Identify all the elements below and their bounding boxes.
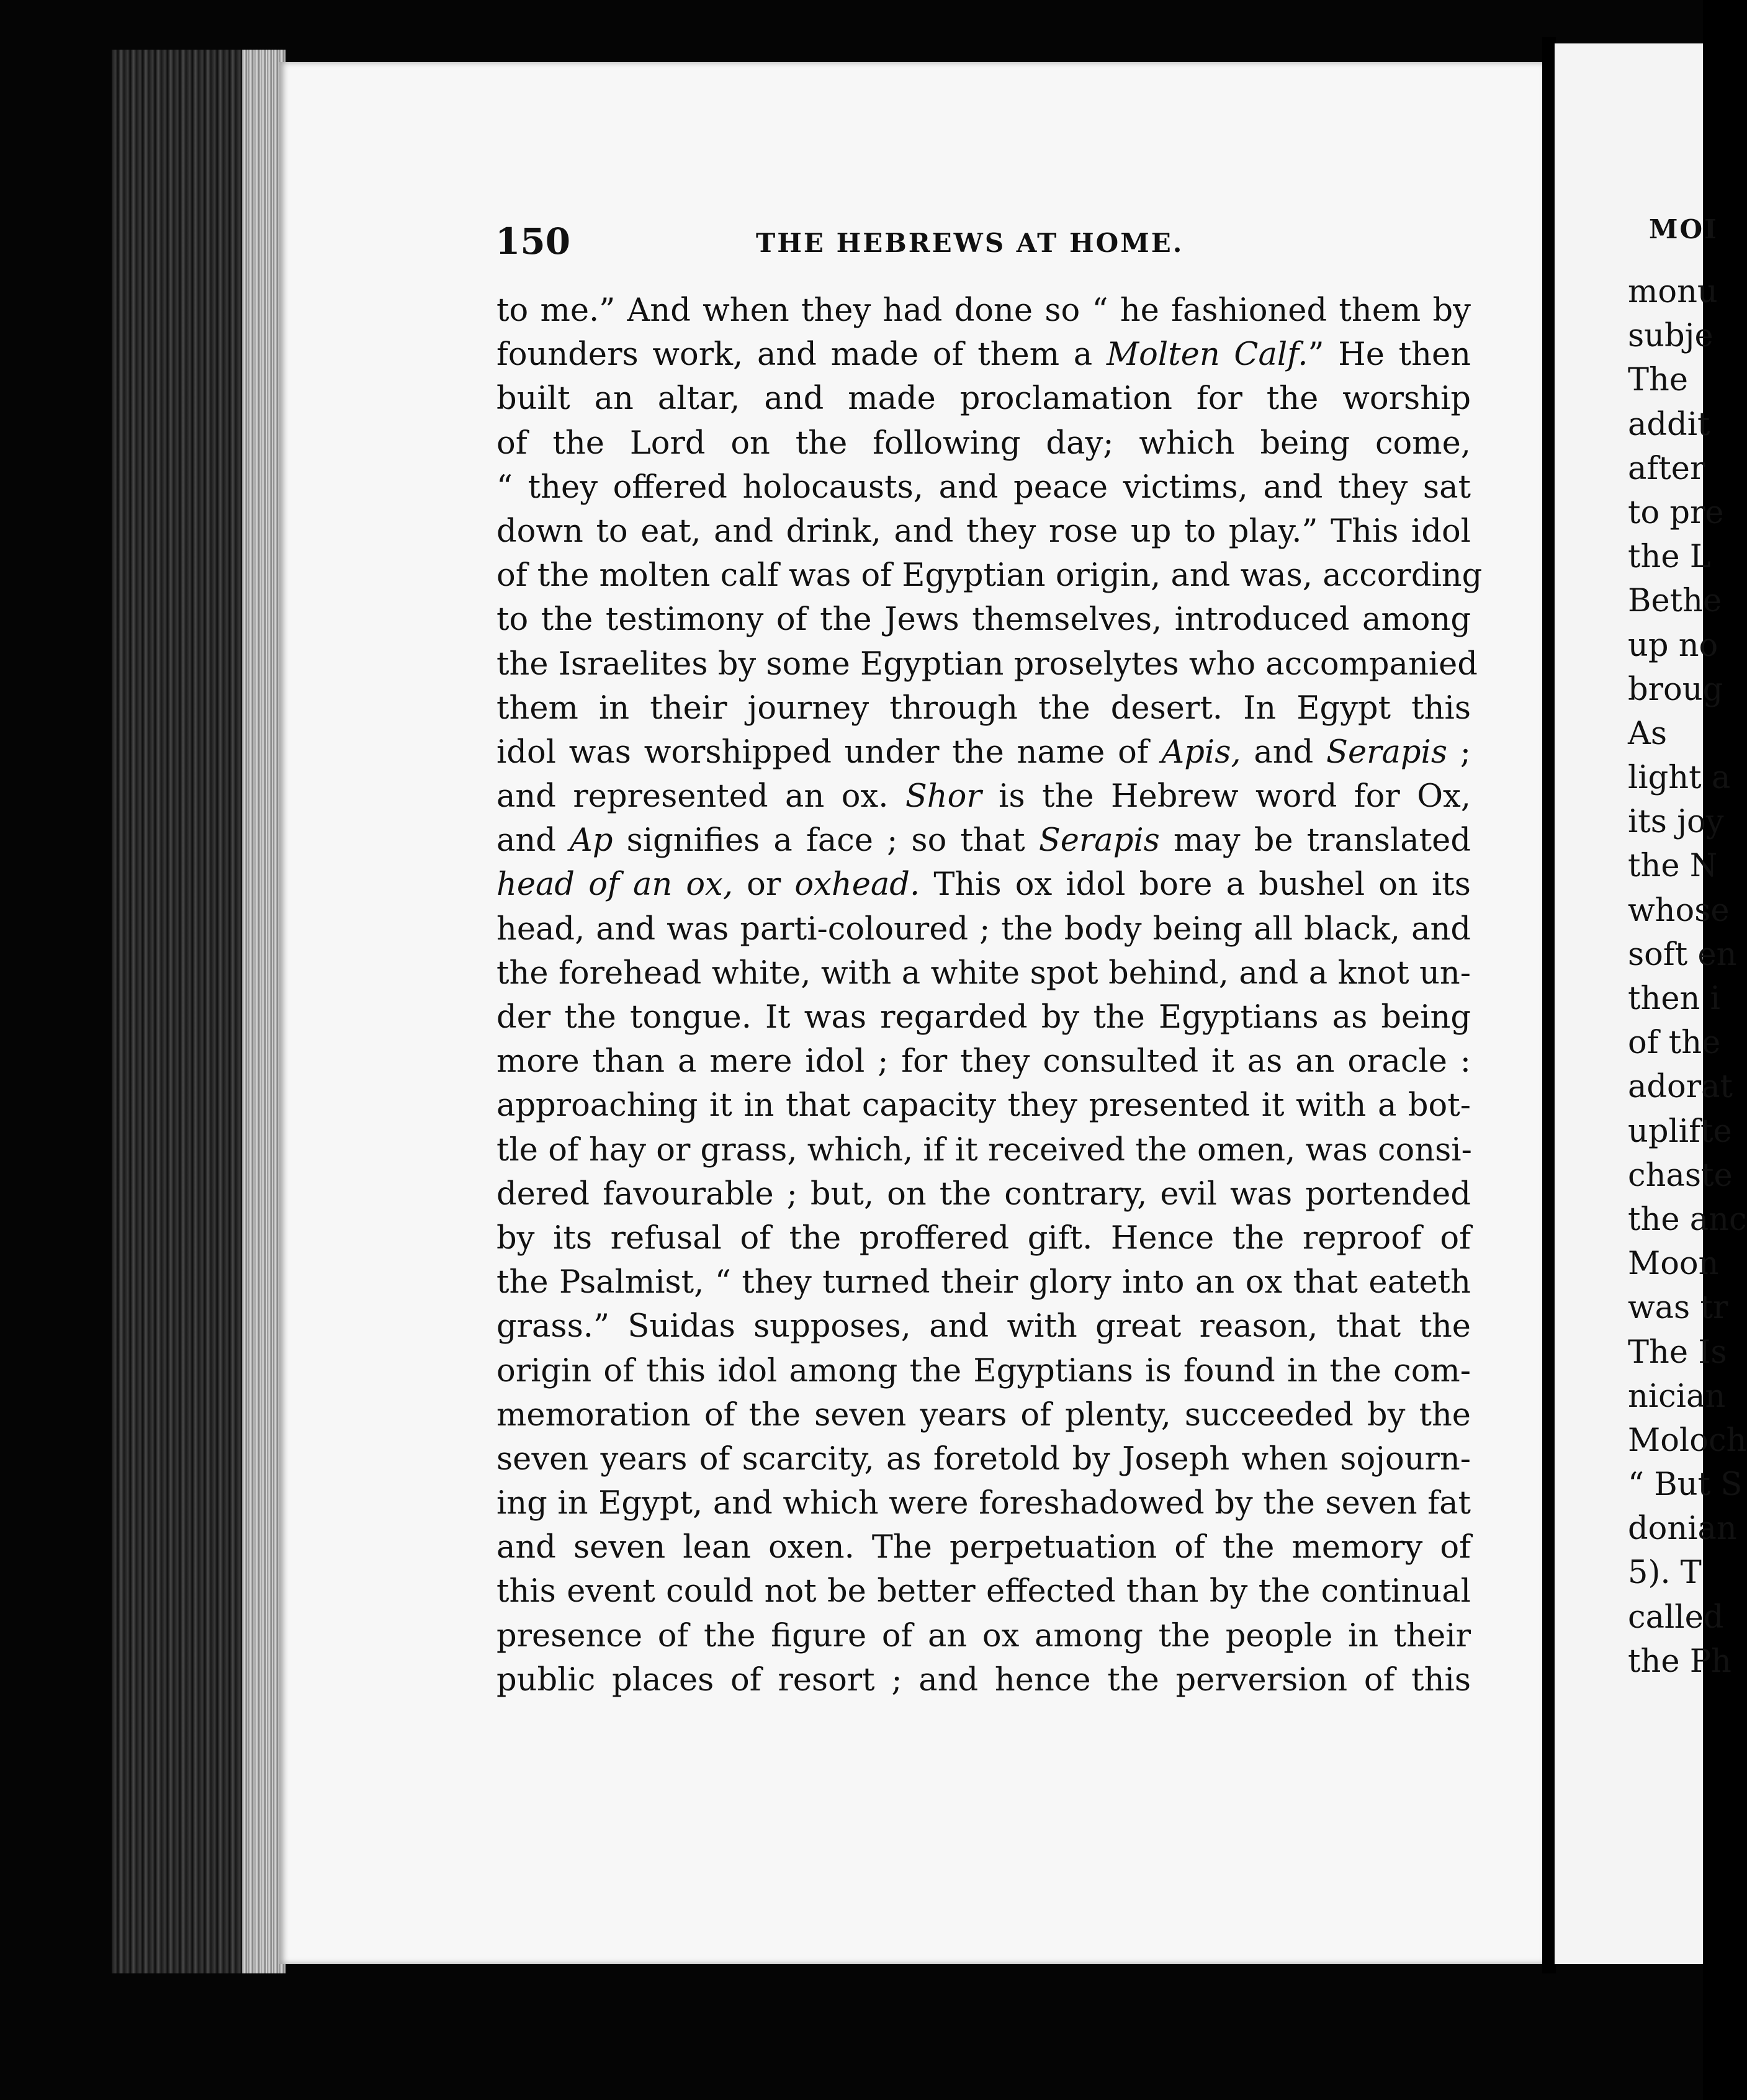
text-run: the Israelites by some Egyptian proselytes who accompanied — [496, 645, 1478, 683]
facing-text-line: subje — [1628, 318, 1713, 355]
text-line — [496, 421, 1471, 465]
text-line — [496, 730, 1471, 774]
text-run: down to eat, and drink, and they rose up to play.” This idol — [496, 513, 1471, 550]
text-line — [496, 1525, 1471, 1569]
facing-text-line: was tr — [1628, 1290, 1728, 1327]
text-run: public places of resort ; and hence the perversion of this — [496, 1661, 1471, 1698]
text-run: idol was worshipped under the name of — [496, 734, 1162, 771]
facing-text-line: The Is — [1628, 1334, 1727, 1371]
text-line — [496, 377, 1471, 421]
text-line — [496, 686, 1471, 730]
facing-text-line: the Ph — [1628, 1643, 1731, 1680]
text-run: built an altar, and made proclamation for the worship — [496, 380, 1471, 418]
facing-text-line: monu — [1628, 274, 1718, 310]
italic-text: Apis, — [1161, 734, 1241, 771]
text-line — [496, 1614, 1471, 1658]
page-header — [495, 220, 1488, 276]
text-run: is the Hebrew word for Ox, — [981, 778, 1471, 815]
facing-text-line: after — [1628, 450, 1705, 487]
text-run: this event could not be better effected than by the continual — [496, 1573, 1471, 1610]
text-line — [496, 951, 1471, 995]
text-run: of the molten calf was of Egyptian origin, and was, according — [496, 557, 1483, 595]
italic-text: Shor — [905, 778, 982, 815]
running-title: THE HEBREWS AT HOME. — [756, 228, 1184, 258]
facing-text-line: Moon — [1628, 1245, 1719, 1283]
facing-text-line: 5). T — [1628, 1555, 1702, 1592]
italic-text: Serapis — [1038, 822, 1160, 859]
text-line — [496, 863, 1471, 907]
text-run: to the testimony of the Jews themselves, introduced among — [496, 601, 1471, 639]
italic-text: head of an ox, — [496, 866, 734, 904]
text-run: by its refusal of the proffered gift. Hence the reproof of — [496, 1219, 1471, 1257]
facing-page-header: MOI — [1649, 214, 1718, 245]
text-line — [496, 465, 1471, 509]
facing-text-line: adorat — [1628, 1069, 1733, 1106]
text-line — [496, 1658, 1471, 1702]
text-run: and represented an ox. — [496, 778, 905, 815]
text-run: and — [1241, 734, 1326, 771]
text-run: tle of hay or grass, which, if it received the omen, was consi- — [496, 1131, 1472, 1169]
facing-text-line: up no — [1628, 627, 1718, 664]
text-line — [496, 642, 1478, 686]
text-run: head, and was parti-coloured ; the body being all black, and — [496, 910, 1471, 948]
facing-text-line: soft en — [1628, 936, 1737, 973]
facing-text-line: the anc — [1628, 1201, 1747, 1238]
text-run: and seven lean oxen. The perpetuation of the memory of — [496, 1529, 1471, 1566]
text-run: signifies a face ; so that — [613, 822, 1039, 859]
italic-text: Serapis — [1326, 734, 1448, 771]
facing-text-line: of the — [1628, 1025, 1721, 1062]
text-line — [496, 1481, 1471, 1525]
facing-text-line: “ But S — [1628, 1466, 1743, 1504]
facing-text-line: whose — [1628, 892, 1730, 929]
facing-page-text — [1628, 270, 1747, 1684]
text-line — [496, 1437, 1471, 1481]
page-number: 150 — [495, 220, 571, 262]
text-run: of the Lord on the following day; which being come, — [496, 424, 1471, 462]
text-run: presence of the figure of an ox among the people in their — [496, 1617, 1471, 1654]
text-run: and — [496, 822, 570, 859]
italic-text: Ap — [570, 822, 613, 859]
text-line — [496, 1216, 1471, 1260]
text-run: der the tongue. It was regarded by the Egyptians as being — [496, 999, 1471, 1036]
text-line — [496, 1128, 1471, 1172]
text-line — [496, 509, 1471, 554]
text-line — [496, 333, 1471, 377]
italic-text: Molten Calf. — [1106, 336, 1308, 374]
left-page — [279, 62, 1542, 1964]
text-run: more than a mere idol ; for they consulted it as an oracle : — [496, 1043, 1471, 1080]
facing-text-line: light a — [1628, 760, 1731, 797]
facing-text-line: called — [1628, 1599, 1724, 1636]
text-run: or — [733, 866, 795, 904]
text-line — [496, 995, 1471, 1039]
facing-text-line: broug — [1628, 671, 1723, 708]
text-run: to me.” And when they had done so “ he fashioned them by — [496, 292, 1471, 329]
text-run: This ox idol bore a bushel on its — [920, 866, 1471, 904]
body-text — [496, 289, 1483, 1702]
facing-text-line: the N — [1628, 848, 1718, 885]
text-line — [496, 907, 1471, 951]
text-line — [496, 289, 1471, 333]
text-run: dered favourable ; but, on the contrary, evil was portended — [496, 1175, 1471, 1213]
facing-text-line: its joy — [1628, 804, 1724, 841]
text-run: founders work, and made of them a — [496, 336, 1107, 374]
text-line — [496, 554, 1483, 598]
page-edges — [112, 50, 285, 1973]
facing-text-line: the L — [1628, 539, 1711, 576]
text-line — [496, 1304, 1471, 1348]
facing-text-line: then i — [1628, 980, 1720, 1017]
facing-text-line: to pre — [1628, 494, 1724, 531]
text-run: approaching it in that capacity they presented it with a bot- — [496, 1087, 1471, 1124]
facing-text-line: As — [1628, 715, 1668, 752]
text-line — [496, 819, 1471, 863]
text-run: memoration of the seven years of plenty, succeeded by the — [496, 1396, 1471, 1434]
text-run: ; — [1447, 734, 1471, 771]
text-run: the Psalmist, “ they turned their glory into an ox that eateth — [496, 1264, 1471, 1301]
text-line — [496, 1084, 1471, 1128]
text-line — [496, 1393, 1471, 1437]
text-run: them in their journey through the desert. In Egypt this — [496, 689, 1471, 727]
text-line — [496, 774, 1471, 819]
text-line — [496, 598, 1471, 642]
text-run: the forehead white, with a white spot behind, and a knot un- — [496, 954, 1471, 992]
facing-text-line: donian — [1628, 1510, 1737, 1548]
text-run: ” He then — [1308, 336, 1471, 374]
facing-text-line: Moloch — [1628, 1422, 1747, 1459]
gutter — [1542, 37, 1556, 1973]
text-run: “ they offered holocausts, and peace victims, and they sat — [496, 469, 1471, 506]
text-run: origin of this idol among the Egyptians is found in the com- — [496, 1352, 1471, 1389]
facing-text-line: Bethe — [1628, 583, 1722, 620]
text-line — [496, 1039, 1471, 1084]
text-line — [496, 1349, 1471, 1393]
facing-text-line: chaste — [1628, 1157, 1733, 1194]
facing-text-line: The — [1628, 362, 1689, 399]
facing-text-line: nician — [1628, 1378, 1726, 1415]
text-line — [496, 1569, 1471, 1613]
italic-text: oxhead. — [794, 866, 920, 904]
text-run: seven years of scarcity, as foretold by Joseph when sojourn- — [496, 1440, 1471, 1478]
facing-page — [1555, 43, 1747, 1964]
text-run: may be translated — [1159, 822, 1471, 859]
text-line — [496, 1260, 1471, 1304]
facing-text-line: uplifte — [1628, 1113, 1732, 1150]
text-run: ing in Egypt, and which were foreshadowed by the seven fat — [496, 1485, 1471, 1522]
text-line — [496, 1172, 1471, 1216]
facing-text-line: addit — [1628, 406, 1710, 443]
text-run: grass.” Suidas supposes, and with great reason, that the — [496, 1308, 1471, 1345]
